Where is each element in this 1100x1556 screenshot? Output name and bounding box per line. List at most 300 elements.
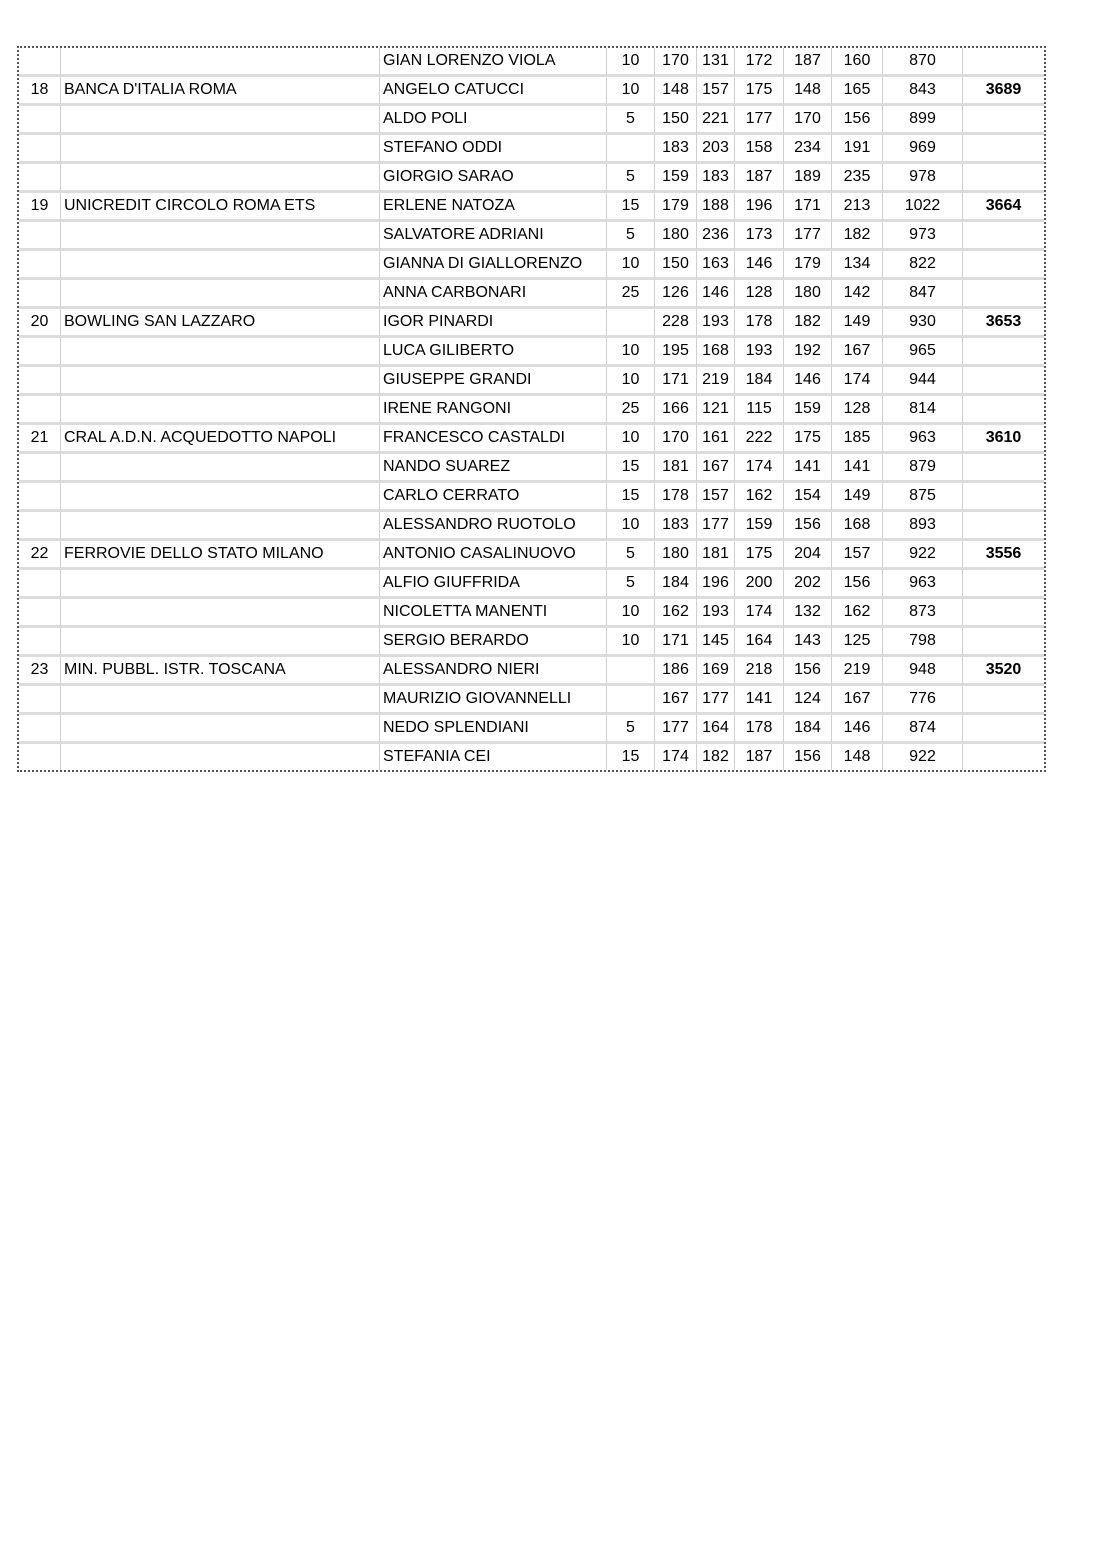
team-name-cell: UNICREDIT CIRCOLO ROMA ETS (61, 193, 380, 222)
rank-cell (19, 367, 61, 396)
player-total-cell: 944 (883, 367, 963, 396)
game-1-score-cell: 186 (655, 657, 697, 686)
table-row (19, 744, 1044, 770)
handicap-cell: 10 (607, 599, 655, 628)
player-total-cell: 922 (883, 744, 963, 770)
player-name-cell: NANDO SUAREZ (380, 454, 607, 483)
game-2-score-cell: 146 (697, 280, 735, 309)
team-total-cell: 3556 (963, 541, 1044, 570)
table-row (19, 222, 1044, 251)
team-total-cell (963, 454, 1044, 483)
handicap-cell: 5 (607, 541, 655, 570)
game-4-score-cell: 141 (784, 454, 832, 483)
game-2-score-cell: 236 (697, 222, 735, 251)
team-total-cell (963, 744, 1044, 770)
game-2-score-cell: 164 (697, 715, 735, 744)
player-name-cell: ALFIO GIUFFRIDA (380, 570, 607, 599)
team-total-cell (963, 48, 1044, 77)
game-1-score-cell: 150 (655, 106, 697, 135)
rank-cell: 23 (19, 657, 61, 686)
game-5-score-cell: 235 (832, 164, 883, 193)
game-2-score-cell: 168 (697, 338, 735, 367)
game-1-score-cell: 159 (655, 164, 697, 193)
team-name-cell (61, 744, 380, 770)
team-name-cell (61, 715, 380, 744)
player-name-cell: LUCA GILIBERTO (380, 338, 607, 367)
handicap-cell: 5 (607, 570, 655, 599)
handicap-cell: 15 (607, 193, 655, 222)
player-name-cell: STEFANIA CEI (380, 744, 607, 770)
game-3-score-cell: 187 (735, 744, 784, 770)
game-1-score-cell: 171 (655, 367, 697, 396)
table-row (19, 251, 1044, 280)
handicap-cell: 5 (607, 106, 655, 135)
game-5-score-cell: 165 (832, 77, 883, 106)
player-name-cell: GIAN LORENZO VIOLA (380, 48, 607, 77)
game-2-score-cell: 177 (697, 512, 735, 541)
rank-cell (19, 222, 61, 251)
table-row (19, 367, 1044, 396)
team-name-cell (61, 686, 380, 715)
team-name-cell (61, 512, 380, 541)
player-total-cell: 776 (883, 686, 963, 715)
game-3-score-cell: 184 (735, 367, 784, 396)
game-5-score-cell: 125 (832, 628, 883, 657)
game-2-score-cell: 161 (697, 425, 735, 454)
game-5-score-cell: 141 (832, 454, 883, 483)
table-row (19, 309, 1044, 338)
team-name-cell: BANCA D'ITALIA ROMA (61, 77, 380, 106)
player-total-cell: 965 (883, 338, 963, 367)
game-4-score-cell: 156 (784, 512, 832, 541)
game-2-score-cell: 203 (697, 135, 735, 164)
game-1-score-cell: 150 (655, 251, 697, 280)
table-row (19, 106, 1044, 135)
table-row (19, 193, 1044, 222)
game-3-score-cell: 164 (735, 628, 784, 657)
team-total-cell (963, 106, 1044, 135)
team-name-cell: MIN. PUBBL. ISTR. TOSCANA (61, 657, 380, 686)
rank-cell: 21 (19, 425, 61, 454)
player-total-cell: 948 (883, 657, 963, 686)
game-4-score-cell: 192 (784, 338, 832, 367)
team-name-cell (61, 222, 380, 251)
handicap-cell: 25 (607, 280, 655, 309)
game-3-score-cell: 178 (735, 715, 784, 744)
team-name-cell (61, 599, 380, 628)
table-row (19, 425, 1044, 454)
game-4-score-cell: 156 (784, 657, 832, 686)
player-total-cell: 963 (883, 425, 963, 454)
table-row (19, 454, 1044, 483)
table-row (19, 628, 1044, 657)
game-3-score-cell: 174 (735, 599, 784, 628)
team-total-cell (963, 280, 1044, 309)
player-name-cell: SERGIO BERARDO (380, 628, 607, 657)
rank-cell (19, 628, 61, 657)
game-1-score-cell: 126 (655, 280, 697, 309)
team-total-cell: 3664 (963, 193, 1044, 222)
player-total-cell: 822 (883, 251, 963, 280)
table-row (19, 657, 1044, 686)
game-3-score-cell: 159 (735, 512, 784, 541)
game-1-score-cell: 180 (655, 222, 697, 251)
game-4-score-cell: 146 (784, 367, 832, 396)
game-5-score-cell: 149 (832, 483, 883, 512)
results-body (19, 48, 1044, 770)
team-name-cell (61, 106, 380, 135)
team-name-cell (61, 570, 380, 599)
game-2-score-cell: 183 (697, 164, 735, 193)
game-2-score-cell: 193 (697, 599, 735, 628)
game-5-score-cell: 167 (832, 338, 883, 367)
game-1-score-cell: 148 (655, 77, 697, 106)
game-4-score-cell: 180 (784, 280, 832, 309)
game-3-score-cell: 172 (735, 48, 784, 77)
game-2-score-cell: 182 (697, 744, 735, 770)
game-3-score-cell: 141 (735, 686, 784, 715)
game-3-score-cell: 175 (735, 541, 784, 570)
team-name-cell (61, 164, 380, 193)
game-3-score-cell: 177 (735, 106, 784, 135)
table-row (19, 338, 1044, 367)
table-row (19, 541, 1044, 570)
game-4-score-cell: 143 (784, 628, 832, 657)
game-3-score-cell: 178 (735, 309, 784, 338)
game-4-score-cell: 170 (784, 106, 832, 135)
rank-cell: 20 (19, 309, 61, 338)
team-name-cell (61, 367, 380, 396)
game-5-score-cell: 157 (832, 541, 883, 570)
game-3-score-cell: 218 (735, 657, 784, 686)
player-total-cell: 922 (883, 541, 963, 570)
game-2-score-cell: 157 (697, 483, 735, 512)
team-name-cell (61, 338, 380, 367)
team-total-cell (963, 628, 1044, 657)
game-4-score-cell: 177 (784, 222, 832, 251)
game-1-score-cell: 183 (655, 512, 697, 541)
team-name-cell (61, 280, 380, 309)
player-name-cell: FRANCESCO CASTALDI (380, 425, 607, 454)
game-2-score-cell: 221 (697, 106, 735, 135)
player-name-cell: CARLO CERRATO (380, 483, 607, 512)
player-total-cell: 873 (883, 599, 963, 628)
team-total-cell (963, 715, 1044, 744)
game-4-score-cell: 175 (784, 425, 832, 454)
handicap-cell (607, 309, 655, 338)
rank-cell: 22 (19, 541, 61, 570)
game-3-score-cell: 128 (735, 280, 784, 309)
table-row (19, 396, 1044, 425)
rank-cell (19, 512, 61, 541)
game-3-score-cell: 222 (735, 425, 784, 454)
game-4-score-cell: 171 (784, 193, 832, 222)
game-2-score-cell: 163 (697, 251, 735, 280)
game-5-score-cell: 219 (832, 657, 883, 686)
player-total-cell: 870 (883, 48, 963, 77)
team-total-cell (963, 599, 1044, 628)
rank-cell: 18 (19, 77, 61, 106)
game-3-score-cell: 175 (735, 77, 784, 106)
game-4-score-cell: 156 (784, 744, 832, 770)
player-total-cell: 843 (883, 77, 963, 106)
game-3-score-cell: 187 (735, 164, 784, 193)
rank-cell (19, 106, 61, 135)
player-total-cell: 879 (883, 454, 963, 483)
rank-cell (19, 280, 61, 309)
player-total-cell: 874 (883, 715, 963, 744)
game-4-score-cell: 182 (784, 309, 832, 338)
player-name-cell: MAURIZIO GIOVANNELLI (380, 686, 607, 715)
handicap-cell: 10 (607, 367, 655, 396)
game-1-score-cell: 167 (655, 686, 697, 715)
handicap-cell: 15 (607, 454, 655, 483)
game-2-score-cell: 167 (697, 454, 735, 483)
table-row (19, 164, 1044, 193)
game-2-score-cell: 219 (697, 367, 735, 396)
game-3-score-cell: 162 (735, 483, 784, 512)
game-4-score-cell: 132 (784, 599, 832, 628)
game-2-score-cell: 181 (697, 541, 735, 570)
game-3-score-cell: 115 (735, 396, 784, 425)
rank-cell (19, 686, 61, 715)
game-5-score-cell: 182 (832, 222, 883, 251)
handicap-cell (607, 686, 655, 715)
rank-cell (19, 48, 61, 77)
game-5-score-cell: 213 (832, 193, 883, 222)
game-3-score-cell: 158 (735, 135, 784, 164)
game-1-score-cell: 181 (655, 454, 697, 483)
player-name-cell: ANNA CARBONARI (380, 280, 607, 309)
player-name-cell: ERLENE NATOZA (380, 193, 607, 222)
handicap-cell: 15 (607, 483, 655, 512)
rank-cell (19, 251, 61, 280)
game-2-score-cell: 188 (697, 193, 735, 222)
game-5-score-cell: 167 (832, 686, 883, 715)
team-total-cell (963, 338, 1044, 367)
team-total-cell: 3610 (963, 425, 1044, 454)
player-name-cell: ANGELO CATUCCI (380, 77, 607, 106)
team-total-cell (963, 222, 1044, 251)
game-4-score-cell: 159 (784, 396, 832, 425)
game-5-score-cell: 168 (832, 512, 883, 541)
table-row (19, 599, 1044, 628)
game-4-score-cell: 124 (784, 686, 832, 715)
game-2-score-cell: 131 (697, 48, 735, 77)
game-5-score-cell: 156 (832, 106, 883, 135)
game-3-score-cell: 196 (735, 193, 784, 222)
handicap-cell: 10 (607, 251, 655, 280)
player-name-cell: IGOR PINARDI (380, 309, 607, 338)
team-name-cell (61, 48, 380, 77)
game-3-score-cell: 173 (735, 222, 784, 251)
team-name-cell (61, 135, 380, 164)
game-4-score-cell: 234 (784, 135, 832, 164)
game-1-score-cell: 184 (655, 570, 697, 599)
player-name-cell: IRENE RANGONI (380, 396, 607, 425)
game-5-score-cell: 191 (832, 135, 883, 164)
game-4-score-cell: 184 (784, 715, 832, 744)
player-total-cell: 969 (883, 135, 963, 164)
player-total-cell: 798 (883, 628, 963, 657)
game-1-score-cell: 195 (655, 338, 697, 367)
handicap-cell: 5 (607, 715, 655, 744)
game-1-score-cell: 162 (655, 599, 697, 628)
handicap-cell (607, 657, 655, 686)
player-total-cell: 875 (883, 483, 963, 512)
results-table (17, 46, 1046, 772)
table-row (19, 77, 1044, 106)
team-total-cell (963, 483, 1044, 512)
team-total-cell (963, 686, 1044, 715)
table-row (19, 280, 1044, 309)
game-4-score-cell: 189 (784, 164, 832, 193)
player-name-cell: GIANNA DI GIALLORENZO (380, 251, 607, 280)
game-2-score-cell: 157 (697, 77, 735, 106)
table-row (19, 686, 1044, 715)
handicap-cell: 5 (607, 222, 655, 251)
team-name-cell (61, 396, 380, 425)
team-total-cell (963, 251, 1044, 280)
team-name-cell: FERROVIE DELLO STATO MILANO (61, 541, 380, 570)
player-name-cell: NICOLETTA MANENTI (380, 599, 607, 628)
game-1-score-cell: 177 (655, 715, 697, 744)
rank-cell (19, 744, 61, 770)
handicap-cell: 25 (607, 396, 655, 425)
game-1-score-cell: 179 (655, 193, 697, 222)
team-total-cell (963, 570, 1044, 599)
player-total-cell: 1022 (883, 193, 963, 222)
game-1-score-cell: 174 (655, 744, 697, 770)
team-total-cell: 3520 (963, 657, 1044, 686)
table-row (19, 512, 1044, 541)
game-5-score-cell: 185 (832, 425, 883, 454)
game-5-score-cell: 174 (832, 367, 883, 396)
game-4-score-cell: 202 (784, 570, 832, 599)
team-total-cell (963, 135, 1044, 164)
rank-cell (19, 135, 61, 164)
game-1-score-cell: 183 (655, 135, 697, 164)
table-row (19, 48, 1044, 77)
team-name-cell (61, 628, 380, 657)
player-name-cell: ALESSANDRO RUOTOLO (380, 512, 607, 541)
game-4-score-cell: 154 (784, 483, 832, 512)
game-5-score-cell: 160 (832, 48, 883, 77)
player-total-cell: 978 (883, 164, 963, 193)
player-name-cell: STEFANO ODDI (380, 135, 607, 164)
game-2-score-cell: 121 (697, 396, 735, 425)
handicap-cell (607, 135, 655, 164)
team-name-cell: CRAL A.D.N. ACQUEDOTTO NAPOLI (61, 425, 380, 454)
rank-cell (19, 715, 61, 744)
game-4-score-cell: 179 (784, 251, 832, 280)
game-5-score-cell: 128 (832, 396, 883, 425)
team-total-cell (963, 512, 1044, 541)
game-5-score-cell: 162 (832, 599, 883, 628)
handicap-cell: 10 (607, 338, 655, 367)
handicap-cell: 15 (607, 744, 655, 770)
team-total-cell (963, 396, 1044, 425)
player-name-cell: GIUSEPPE GRANDI (380, 367, 607, 396)
handicap-cell: 10 (607, 628, 655, 657)
game-1-score-cell: 171 (655, 628, 697, 657)
game-5-score-cell: 146 (832, 715, 883, 744)
rank-cell (19, 570, 61, 599)
game-4-score-cell: 187 (784, 48, 832, 77)
player-total-cell: 893 (883, 512, 963, 541)
player-name-cell: GIORGIO SARAO (380, 164, 607, 193)
player-name-cell: ANTONIO CASALINUOVO (380, 541, 607, 570)
player-name-cell: ALESSANDRO NIERI (380, 657, 607, 686)
handicap-cell: 10 (607, 512, 655, 541)
rank-cell (19, 396, 61, 425)
rank-cell: 19 (19, 193, 61, 222)
team-name-cell (61, 251, 380, 280)
game-3-score-cell: 200 (735, 570, 784, 599)
game-4-score-cell: 204 (784, 541, 832, 570)
game-1-score-cell: 166 (655, 396, 697, 425)
team-total-cell (963, 164, 1044, 193)
player-total-cell: 930 (883, 309, 963, 338)
table-row (19, 135, 1044, 164)
team-name-cell (61, 454, 380, 483)
rank-cell (19, 483, 61, 512)
rank-cell (19, 164, 61, 193)
rank-cell (19, 599, 61, 628)
game-3-score-cell: 193 (735, 338, 784, 367)
team-name-cell (61, 483, 380, 512)
player-total-cell: 847 (883, 280, 963, 309)
game-2-score-cell: 177 (697, 686, 735, 715)
rank-cell (19, 338, 61, 367)
table-row (19, 570, 1044, 599)
game-5-score-cell: 149 (832, 309, 883, 338)
handicap-cell: 5 (607, 164, 655, 193)
team-total-cell (963, 367, 1044, 396)
game-1-score-cell: 170 (655, 48, 697, 77)
player-total-cell: 899 (883, 106, 963, 135)
player-total-cell: 963 (883, 570, 963, 599)
handicap-cell: 10 (607, 48, 655, 77)
game-5-score-cell: 156 (832, 570, 883, 599)
player-name-cell: ALDO POLI (380, 106, 607, 135)
team-total-cell: 3689 (963, 77, 1044, 106)
game-5-score-cell: 142 (832, 280, 883, 309)
game-2-score-cell: 193 (697, 309, 735, 338)
handicap-cell: 10 (607, 425, 655, 454)
game-5-score-cell: 148 (832, 744, 883, 770)
handicap-cell: 10 (607, 77, 655, 106)
player-name-cell: SALVATORE ADRIANI (380, 222, 607, 251)
table-row (19, 483, 1044, 512)
game-1-score-cell: 170 (655, 425, 697, 454)
game-5-score-cell: 134 (832, 251, 883, 280)
game-1-score-cell: 178 (655, 483, 697, 512)
game-1-score-cell: 228 (655, 309, 697, 338)
team-name-cell: BOWLING SAN LAZZARO (61, 309, 380, 338)
game-3-score-cell: 146 (735, 251, 784, 280)
player-name-cell: NEDO SPLENDIANI (380, 715, 607, 744)
game-3-score-cell: 174 (735, 454, 784, 483)
game-2-score-cell: 169 (697, 657, 735, 686)
player-total-cell: 973 (883, 222, 963, 251)
game-2-score-cell: 196 (697, 570, 735, 599)
game-1-score-cell: 180 (655, 541, 697, 570)
rank-cell (19, 454, 61, 483)
team-total-cell: 3653 (963, 309, 1044, 338)
game-4-score-cell: 148 (784, 77, 832, 106)
player-total-cell: 814 (883, 396, 963, 425)
